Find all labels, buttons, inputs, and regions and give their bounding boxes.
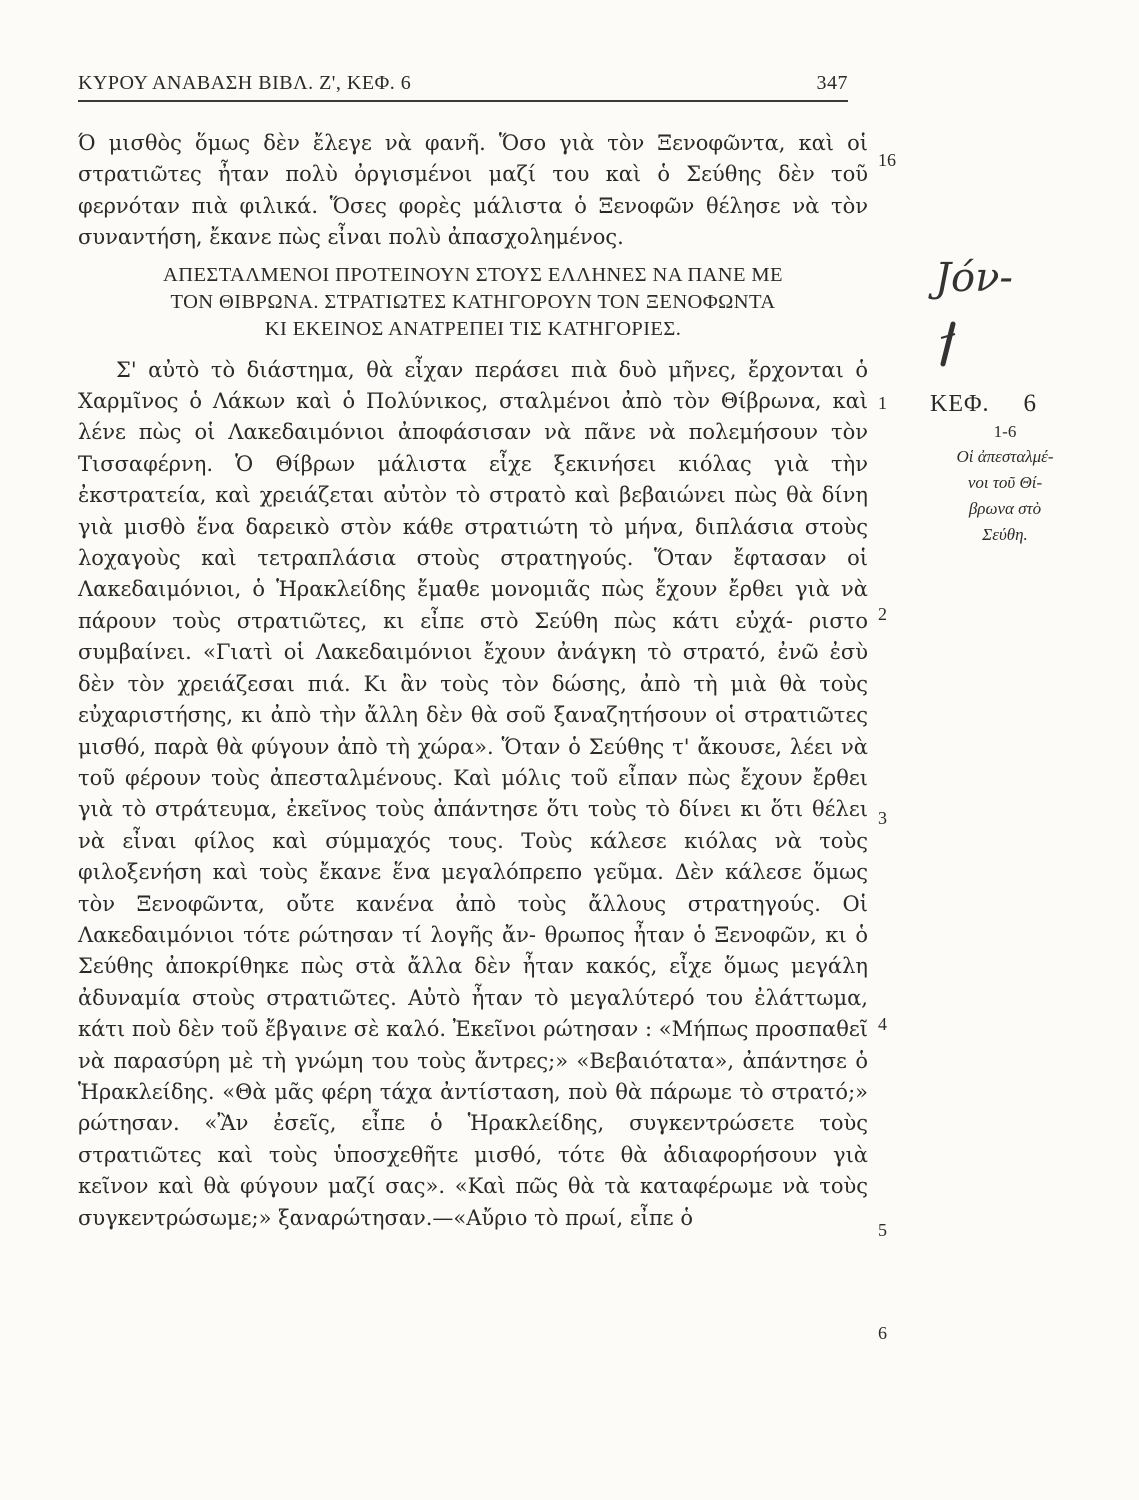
text-line: θὰ τοὺς εὐχαριστήσης, κι ἀπὸ τὴν ἄλλη δὲν θὰ σοῦ ξαναζητήσουν οἱ: [78, 671, 868, 728]
text-line: «Θὰ μᾶς φέρη τάχα ἀντίσταση, ποὺ θὰ πάρωμε τὸ στρατό;»: [222, 1079, 869, 1104]
sidebar-note: [930, 390, 1080, 548]
paragraph-number: 6: [878, 1323, 887, 1343]
intro-paragraph: [78, 128, 868, 254]
section-range: 1-6: [993, 422, 1017, 441]
text-line: καὶ λένε πὼς οἱ Λακεδαιμόνιοι ἀποφάσισαν νὰ πᾶνε νὰ πολεμήσουν: [78, 389, 868, 445]
body-paragraph: [78, 355, 868, 1234]
text-line: θρωπος ἦταν ὁ Ξενοφῶν, κι ὁ Σεύθης ἀποκρίθηκε πὼς στὰ ἄλλα δὲν: [78, 922, 868, 979]
text-line: ὁ Χαρμῖνος ὁ Λάκων καὶ ὁ Πολύνικος, σταλμένοι ἀπὸ τὸν Θίβρωνα,: [78, 357, 868, 414]
text-line: τοὺς συγκεντρώσωμε;» ξαναρώτησαν.—«Αὔριο τὸ πρωί, εἶπε ὁ: [78, 1174, 868, 1230]
running-header: [78, 70, 848, 102]
page-number: 347: [816, 72, 848, 94]
summary-note: [930, 444, 1080, 548]
text-line: ἄλλους στρατηγούς. Οἱ Λακεδαιμόνιοι τότε ρώτησαν τί λογῆς ἄν-: [78, 891, 868, 947]
text-line: ἦταν τὸ μεγαλύτερό του ἐλάττωμα, κάτι ποὺ δὲν τοῦ ἔβγαινε σὲ: [78, 985, 868, 1042]
text-line: κάλεσε κιόλας νὰ τοὺς φιλοξενήση καὶ τοὺς ἔκανε ἕνα μεγαλόπρεπο: [78, 828, 868, 885]
text-line: γνώμη του τοὺς ἄντρες;» «Βεβαιότατα», ἀπάντησε ὁ Ἡρακλείδης.: [78, 1048, 868, 1104]
note-line: νοι τοῦ Θί-: [967, 473, 1043, 492]
main-text: [78, 128, 868, 1234]
paragraph-number: 1: [878, 393, 887, 413]
running-title: ΚΥΡΟΥ ΑΝΑΒΑΣΗ ΒΙΒΛ. Ζ', ΚΕΦ. 6: [78, 72, 412, 94]
heading-line: ΑΠΕΣΤΑΛΜΕΝΟΙ ΠΡΟΤΕΙΝΟΥΝ ΣΤΟΥΣ ΕΛΛΗΝΕΣ ΝΑ ΠΑΝΕ ΜΕ: [163, 263, 783, 286]
text-line: Σ' αὐτὸ τὸ διάστημα, θὰ εἶχαν περάσει πιὰ δυὸ μῆνες, ἔρχονται: [116, 357, 844, 382]
paragraph-number: 2: [878, 604, 887, 624]
chapter-number: 6: [1023, 390, 1038, 417]
text-line: στρατιῶτες μισθό, παρὰ θὰ φύγουν ἀπὸ τὴ χώρα». Ὅταν ὁ Σεύθης: [78, 703, 868, 759]
text-line: καλό. Ἐκεῖνοι ρώτησαν : «Μήπως προσπαθεῖ νὰ παρασύρη μὲ τὴ: [78, 1017, 868, 1073]
heading-line: ΤΟΝ ΘΙΒΡΩΝΑ. ΣΤΡΑΤΙΩΤΕΣ ΚΑΤΗΓΟΡΟΥΝ ΤΟΝ ΞΕΝΟΦΩΝΤΑ: [170, 290, 776, 313]
text-line: Ό μισθὸς ὅμως δὲν ἔλεγε νὰ φανῆ. Ὅσο γιὰ τὸν Ξενοφῶντα, καὶ οἱ: [78, 131, 868, 155]
text-line: τὸν Τισσαφέρνη. Ὁ Θίβρων μάλιστα εἶχε ξεκινήσει κιόλας γιὰ τὴν: [78, 420, 868, 476]
note-line: Σεύθη.: [982, 525, 1028, 544]
text-line: ἐκστρατεία, καὶ χρειάζεται αὐτὸν τὸ στρατὸ καὶ βεβαιώνει πὼς θὰ: [78, 483, 813, 508]
text-line: στρατιῶτες ἦταν πολὺ ὀργισμένοι μαζί του καὶ ὁ Σεύθης δὲν τοῦ: [78, 162, 868, 187]
text-line: τοὺς τὸ δίνει κι ὅτι θέλει νὰ εἶναι φίλος καὶ σύμμαχός τους. Τοὺς: [78, 797, 868, 853]
text-line: ρώτησαν. «Ἂν ἐσεῖς, εἶπε ὁ Ἡρακλείδης, συγκεντρώσετε τοὺς: [78, 1111, 868, 1136]
text-line: δίνη γιὰ μισθὸ ἕνα δαρεικὸ στὸν κάθε στρατιώτη τὸ μήνα, διπλάσια: [78, 483, 868, 539]
text-line: οἱ Λακεδαιμόνιοι, ὁ Ἡρακλείδης ἔμαθε μονομιᾶς πὼς ἔχουν ἔρθει: [78, 546, 868, 602]
text-line: ἦταν κακός, εἶχε ὅμως μεγάλη ἀδυναμία στοὺς στρατιῶτες. Αὐτὸ: [78, 954, 868, 1010]
paragraph-number: 16: [878, 150, 896, 170]
chapter-marker: [930, 390, 1080, 418]
text-line: ἐνῶ ἐσὺ δὲν τὸν χρειάζεσαι πιά. Κι ἂν τοὺς τὸν δώσης, ἀπὸ τὴ μιὰ: [78, 640, 868, 696]
text-line: τ' ἄκουσε, λέει νὰ τοῦ φέρουν τοὺς ἀπεσταλμένους. Καὶ μόλις τοῦ: [78, 734, 868, 790]
text-line: κεῖνον καὶ θὰ φύγουν μαζί σας». «Καὶ πῶς θὰ τὰ καταφέρωμε νὰ: [78, 1174, 810, 1199]
text-line: συναντήση, ἔκανε πὼς εἶναι πολὺ ἀπασχολημένος.: [78, 225, 624, 250]
pen-mark: [935, 320, 965, 370]
note-line: Οἱ ἀπεσταλμέ-: [956, 447, 1054, 466]
text-line: εἶπαν πὼς ἔχουν ἔρθει γιὰ τὸ στράτευμα, ἐκεῖνος τοὺς ἀπάντησε ὅτι: [78, 765, 868, 822]
paragraph-number: 4: [878, 1014, 887, 1034]
text-line: γεῦμα. Δὲν κάλεσε ὅμως τὸν Ξενοφῶντα, οὔτε κανένα ἀπὸ τοὺς: [78, 860, 868, 916]
text-line: γιὰ νὰ πάρουν τοὺς στρατιῶτες, κι εἶπε στὸ Σεύθη πὼς κάτι εὐχά-: [78, 577, 868, 633]
handwritten-note: Jόν-: [935, 255, 1013, 301]
text-line: στοὺς λοχαγοὺς καὶ τετραπλάσια στοὺς στρατηγούς. Ὅταν ἔφτασαν: [78, 514, 868, 571]
note-line: βρωνα στὸ: [968, 499, 1042, 518]
text-line: φερνόταν πιὰ φιλικά. Ὅσες φορὲς μάλιστα ὁ Ξενοφῶν θέλησε νὰ τὸν: [78, 193, 868, 218]
chapter-label: ΚΕΦ.: [930, 391, 990, 417]
text-line: ριστο συμβαίνει. «Γιατὶ οἱ Λακεδαιμόνιοι ἔχουν ἀνάγκη τὸ στρατό,: [78, 608, 868, 665]
heading-line: ΚΙ ΕΚΕΙΝΟΣ ΑΝΑΤΡΕΠΕΙ ΤΙΣ ΚΑΤΗΓΟΡΙΕΣ.: [264, 317, 682, 340]
text-line: στρατιῶτες καὶ τοὺς ὑποσχεθῆτε μισθό, τότε θὰ ἀδιαφορήσουν γιὰ: [78, 1142, 868, 1167]
section-heading: [78, 262, 868, 343]
paragraph-number: 3: [878, 808, 887, 828]
paragraph-number: 5: [878, 1220, 887, 1240]
